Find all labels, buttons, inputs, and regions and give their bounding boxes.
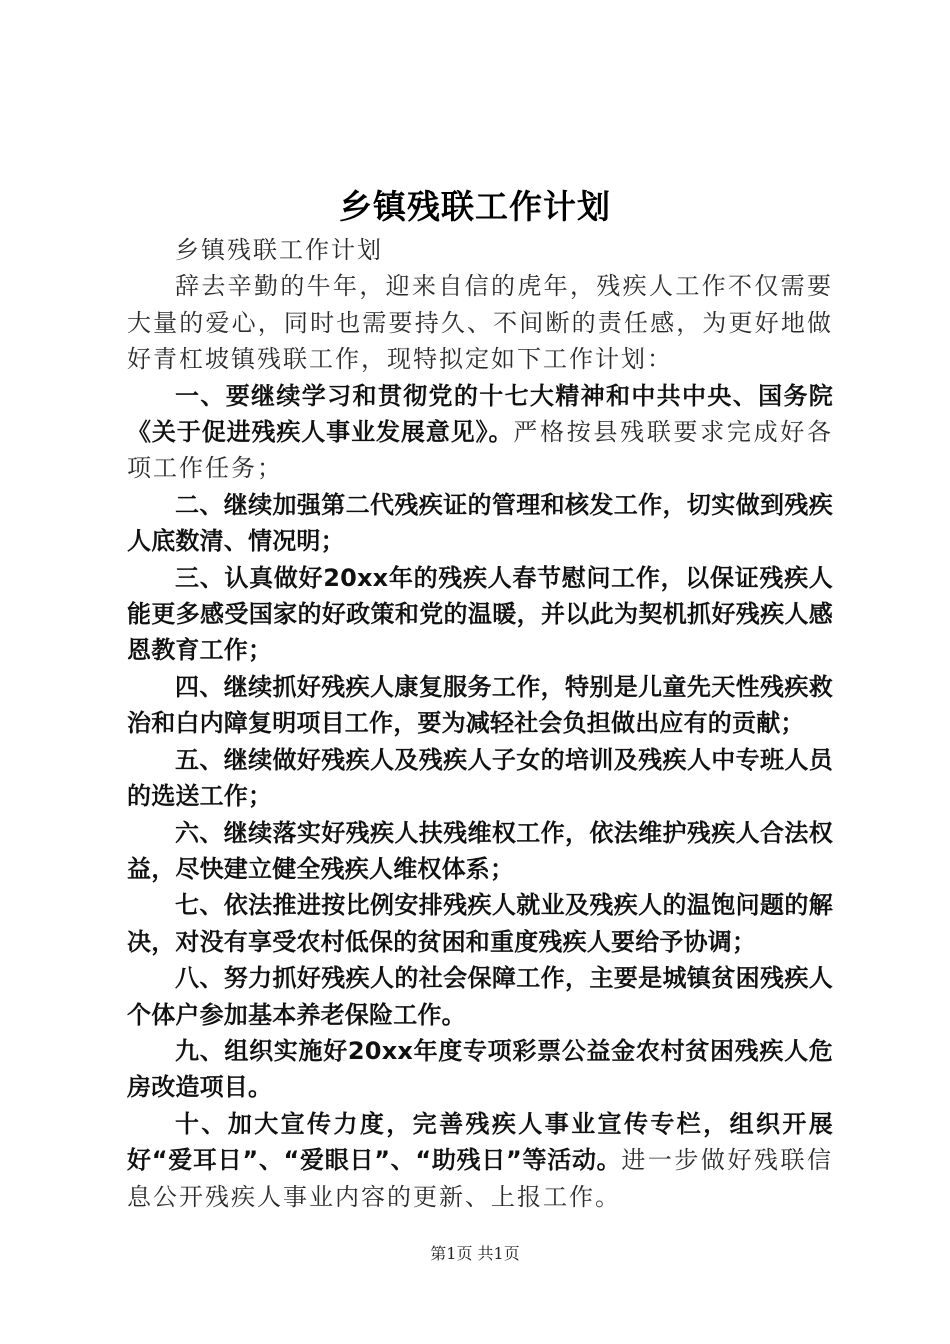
plan-item-2	[127, 487, 833, 560]
plan-item-tail: 进一步做好残联信息公开残疾人事业内容的更新、上报工作。	[127, 1146, 833, 1211]
intro-paragraph: 辞去辛勤的牛年，迎来自信的虎年，残疾人工作不仅需要大量的爱心，同时也需要持久、不间断的责任感，为更好地做好青杠坡镇残联工作，现特拟定如下工作计划：	[127, 272, 833, 374]
plan-item-4	[127, 669, 833, 742]
document-subtitle: 乡镇残联工作计划	[175, 236, 383, 264]
plan-item-3	[127, 560, 833, 669]
plan-item-text: 十、加大宣传力度，完善残疾人事业宣传专栏，组织开展好“爱耳日”、“爱眼日”、“助残日”等活动。	[127, 1109, 833, 1175]
plan-item-tail: 严格按县残联要求完成好各项工作任务；	[127, 418, 834, 483]
plan-item-10	[127, 1106, 833, 1215]
plan-item-text: 七、依法推进按比例安排残疾人就业及残疾人的温饱问题的解决，对没有享受农村低保的贫困和重度残疾人要给予协调；	[127, 891, 833, 956]
plan-item-5	[127, 742, 833, 815]
plan-item-9	[127, 1033, 833, 1106]
plan-item-text: 五、继续做好残疾人及残疾人子女的培训及残疾人中专班人员的选送工作；	[127, 745, 833, 811]
plan-item-6	[127, 815, 833, 888]
plan-item-7	[127, 887, 833, 960]
plan-item-text: 三、认真做好20xx年的残疾人春节慰问工作，以保证残疾人能更多感受国家的好政策和党的温暖，并以此为契机抓好残疾人感恩教育工作；	[127, 563, 833, 665]
plan-item-text: 四、继续抓好残疾人康复服务工作，特别是儿童先天性残疾救治和白内障复明项目工作，要为减轻社会负担做出应有的贡献；	[127, 672, 833, 738]
plan-item-text: 八、努力抓好残疾人的社会保障工作，主要是城镇贫困残疾人个体户参加基本养老保险工作。	[127, 964, 833, 1029]
plan-item-text: 九、组织实施好20xx年度专项彩票公益金农村贫困残疾人危房改造项目。	[127, 1036, 833, 1102]
document-title: 乡镇残联工作计划	[339, 187, 611, 226]
plan-item-1	[127, 378, 833, 487]
document-body	[127, 232, 833, 1215]
plan-item-8	[127, 960, 833, 1033]
plan-item-text: 六、继续落实好残疾人扶残维权工作，依法维护残疾人合法权益，尽快建立健全残疾人维权体系；	[127, 818, 833, 883]
page-footer: 第1页 共1页	[430, 1244, 520, 1263]
plan-item-text: 一、要继续学习和贯彻党的十七大精神和中共中央、国务院《关于促进残疾人事业发展意见》。	[127, 381, 833, 447]
plan-item-text: 二、继续加强第二代残疾证的管理和核发工作，切实做到残疾人底数清、情况明；	[127, 490, 833, 556]
